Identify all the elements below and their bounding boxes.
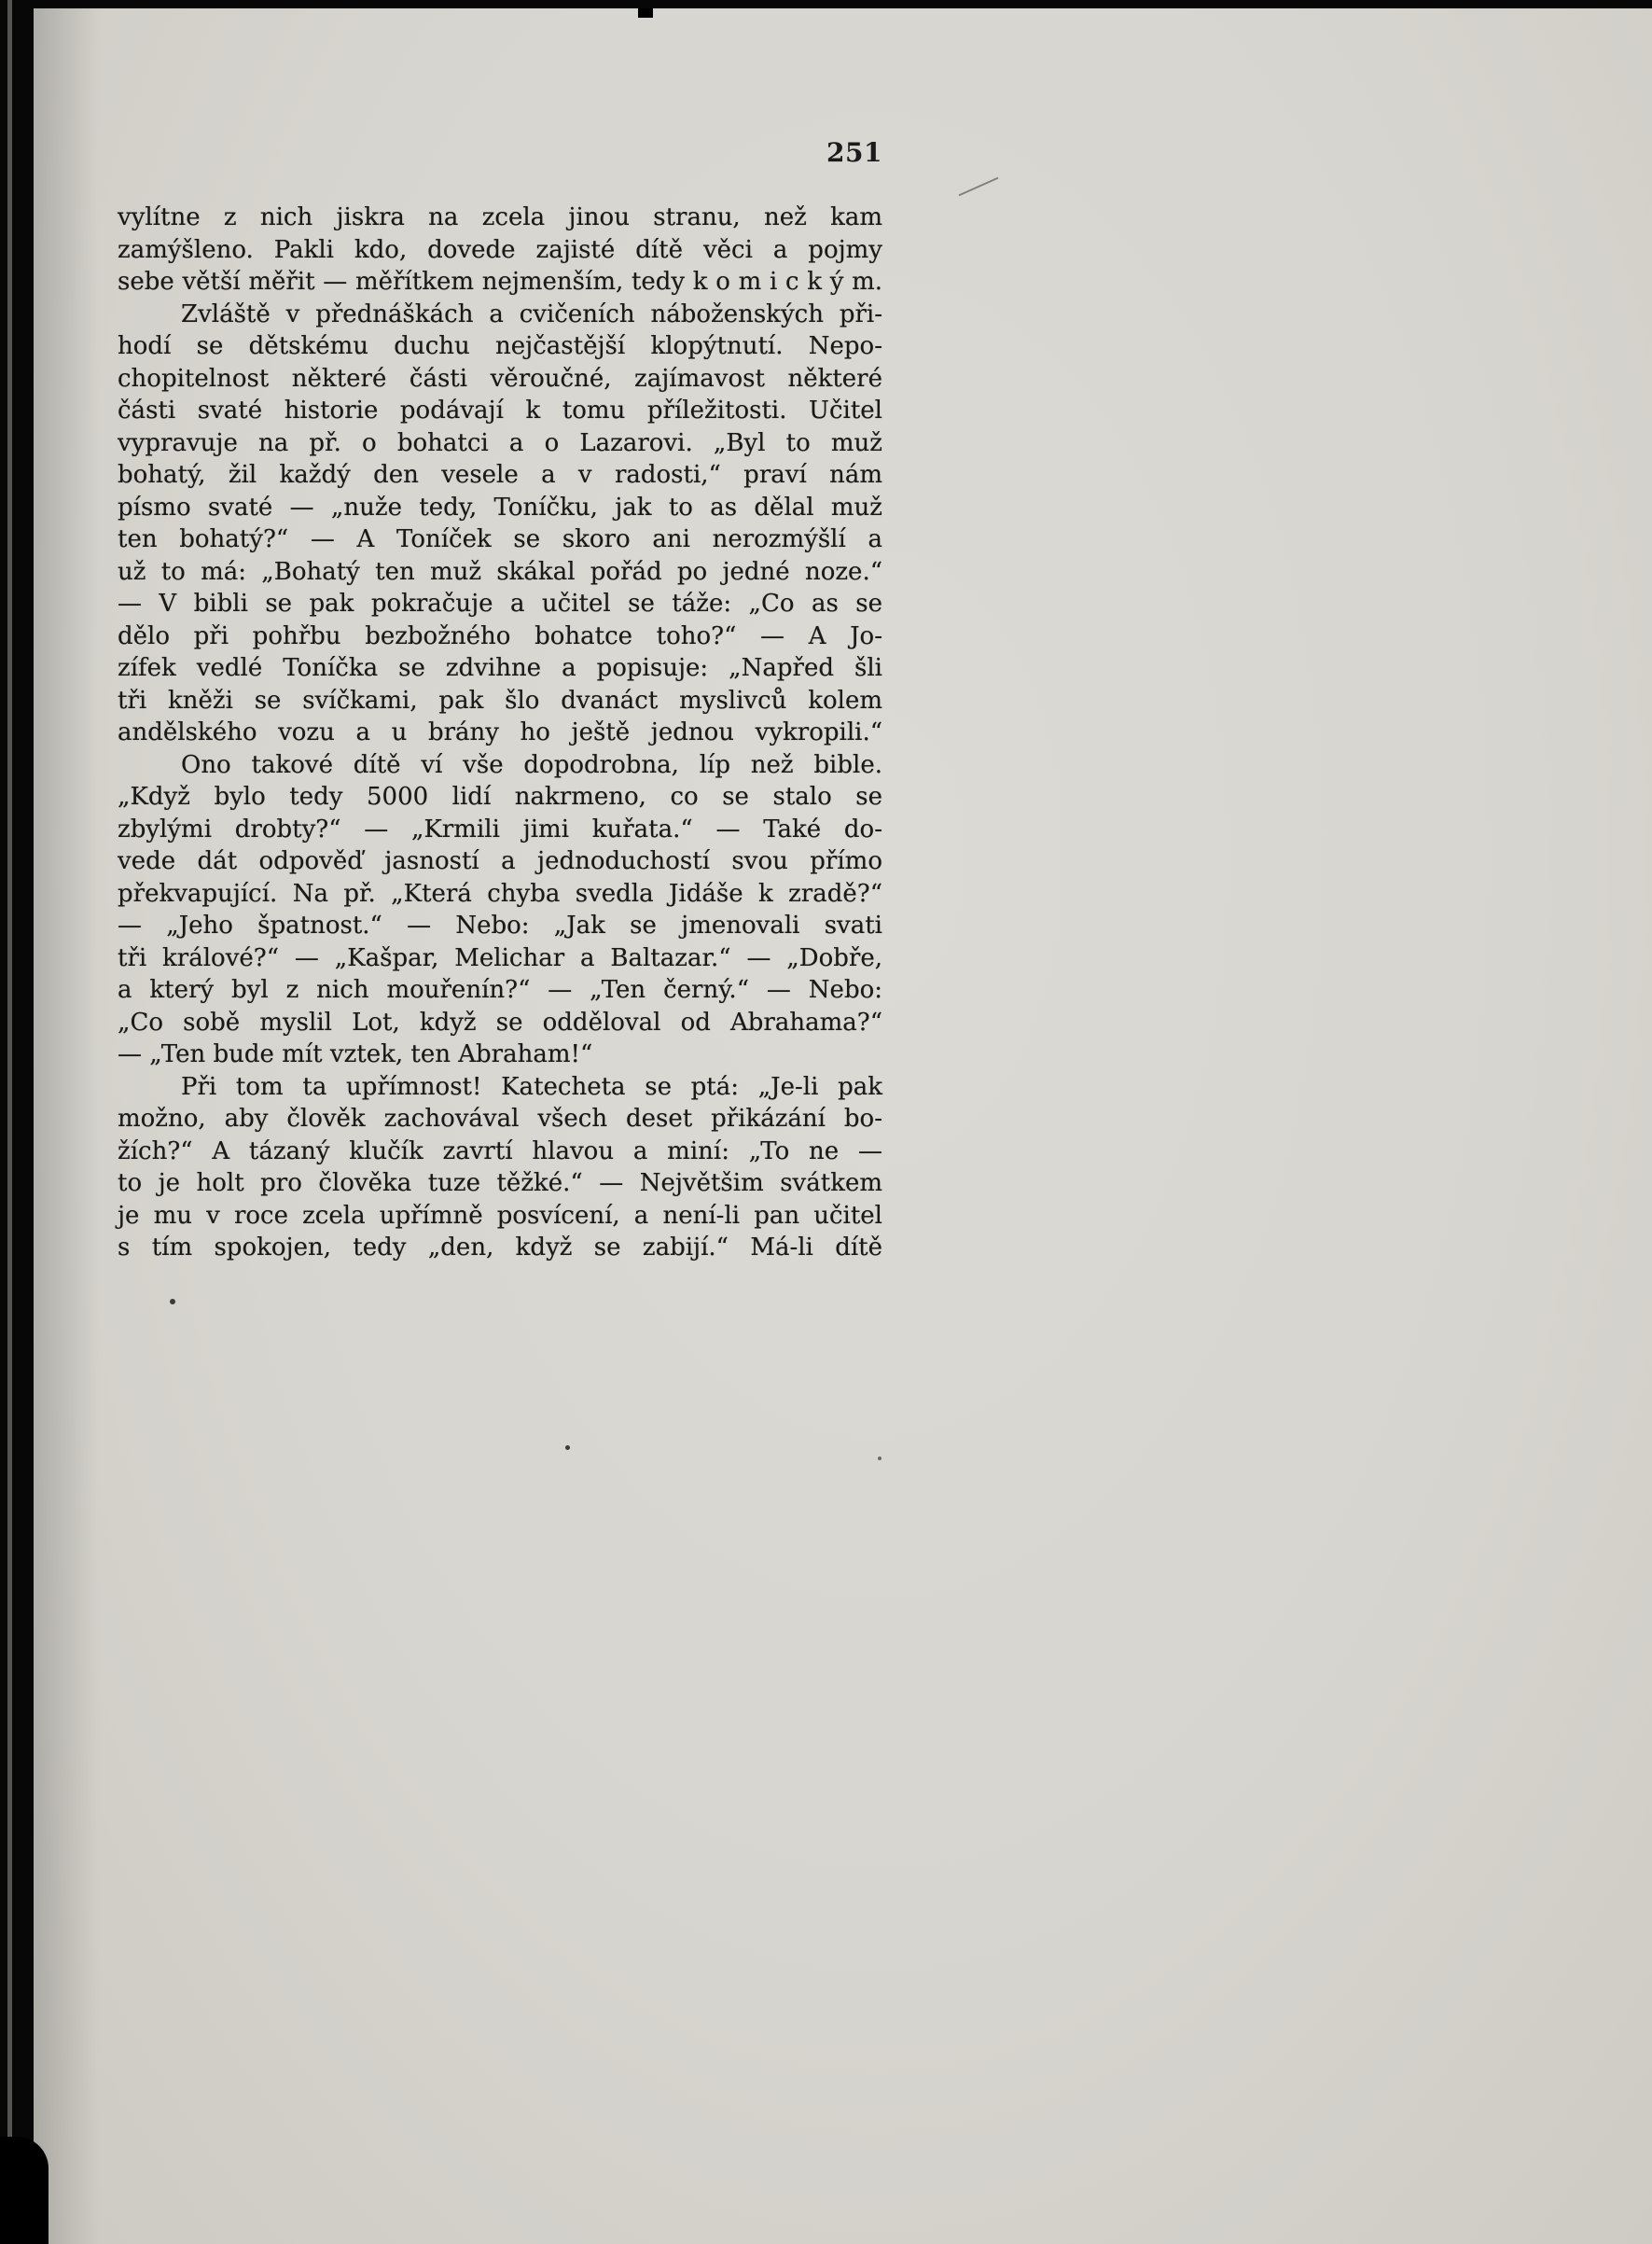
text-line: — V bibli se pak pokračuje a učitel se táže: „Co as se xyxy=(118,590,882,618)
text-line: Zvláště v přednáškách a cvičeních náboženských při- xyxy=(181,300,882,328)
scan-speck xyxy=(170,1299,175,1304)
text-line: tři králové?“ — „Kašpar, Melichar a Baltazar.“ — „Dobře, xyxy=(118,943,882,972)
text-line: chopitelnost některé části věroučné, zajímavost některé xyxy=(118,364,882,393)
text-line: vede dát odpověď jasností a jednoduchostí svou přímo xyxy=(118,847,882,875)
text-line: vypravuje na př. o bohatci a o Lazarovi. „Byl to muž xyxy=(118,428,882,457)
text-line: vylítne z nich jiskra na zcela jinou stranu, než kam xyxy=(118,203,882,231)
text-line: — „Ten bude mít vztek, ten Abraham!“ xyxy=(118,1040,593,1068)
text-line: části svaté historie podávají k tomu příležitosti. Učitel xyxy=(118,397,882,425)
text-line: sebe větší měřit — měřítkem nejmenším, tedy k o m i c k ý m. xyxy=(118,268,882,296)
text-line: „Když bylo tedy 5000 lidí nakrmeno, co se stalo se xyxy=(118,783,882,811)
text-line: ten bohatý?“ — A Toníček se skoro ani nerozmýšlí a xyxy=(118,525,882,553)
text-line: tři kněži se svíčkami, pak šlo dvanáct myslivců kolem xyxy=(118,686,882,715)
text-line: Ono takové dítě ví vše dopodrobna, líp než bible. xyxy=(181,750,882,779)
text-line: hodí se dětskému duchu nejčastější klopýtnutí. Nepo- xyxy=(118,332,882,360)
text-line: je mu v roce zcela upřímně posvícení, a není-li pan učitel xyxy=(118,1201,882,1230)
text-line: „Co sobě myslil Lot, když se odděloval od Abrahama?“ xyxy=(118,1008,882,1037)
scan-top-notch xyxy=(638,8,653,18)
text-line: zífek vedlé Toníčka se zdvihne a popisuje: „Napřed šli xyxy=(118,654,882,682)
book-page xyxy=(34,8,1652,2244)
text-block xyxy=(118,202,882,1264)
text-line: písmo svaté — „nuže tedy, Toníčku, jak to as dělal muž xyxy=(118,493,882,522)
text-line: překvapující. Na př. „Která chyba svedla Jidáše k zradě?“ xyxy=(118,879,882,908)
text-line: zbylými drobty?“ — „Krmili jimi kuřata.“ — Také do- xyxy=(118,815,882,843)
text-line: žích?“ A tázaný klučík zavrtí hlavou a miní: „To ne — xyxy=(118,1136,882,1165)
text-line: už to má: „Bohatý ten muž skákal pořád po jedné noze.“ xyxy=(118,557,882,586)
text-line: s tím spokojen, tedy „den, když se zabijí.“ Má-li dítě xyxy=(118,1234,882,1261)
scan-scratch xyxy=(959,177,999,197)
text-line: andělského vozu a u brány ho ještě jednou vykropili.“ xyxy=(118,718,882,746)
text-line: to je holt pro člověka tuze těžké.“ — Největšim svátkem xyxy=(118,1169,882,1197)
text-line: dělo při pohřbu bezbožného bohatce toho?“ — A Jo- xyxy=(118,621,882,650)
scan-speck xyxy=(565,1445,570,1450)
scan-speck xyxy=(878,1457,882,1460)
scan-edge-sliver xyxy=(7,0,12,2244)
text-line: zamýšleno. Pakli kdo, dovede zajisté dítě věci a pojmy xyxy=(118,235,882,264)
scan-corner-blotch xyxy=(0,2137,49,2244)
text-line: Při tom ta upřímnost! Katecheta se ptá: „Je-li pak xyxy=(181,1072,882,1101)
text-line: možno, aby člověk zachovával všech deset přikázání bo- xyxy=(118,1105,882,1133)
text-line: — „Jeho špatnost.“ — Nebo: „Jak se jmenovali svati xyxy=(118,912,882,940)
text-line: bohatý, žil každý den vesele a v radosti,“ praví nám xyxy=(118,461,882,489)
text-line: a který byl z nich mouřenín?“ — „Ten černý.“ — Nebo: xyxy=(118,976,882,1004)
page-number: 251 xyxy=(826,137,882,168)
